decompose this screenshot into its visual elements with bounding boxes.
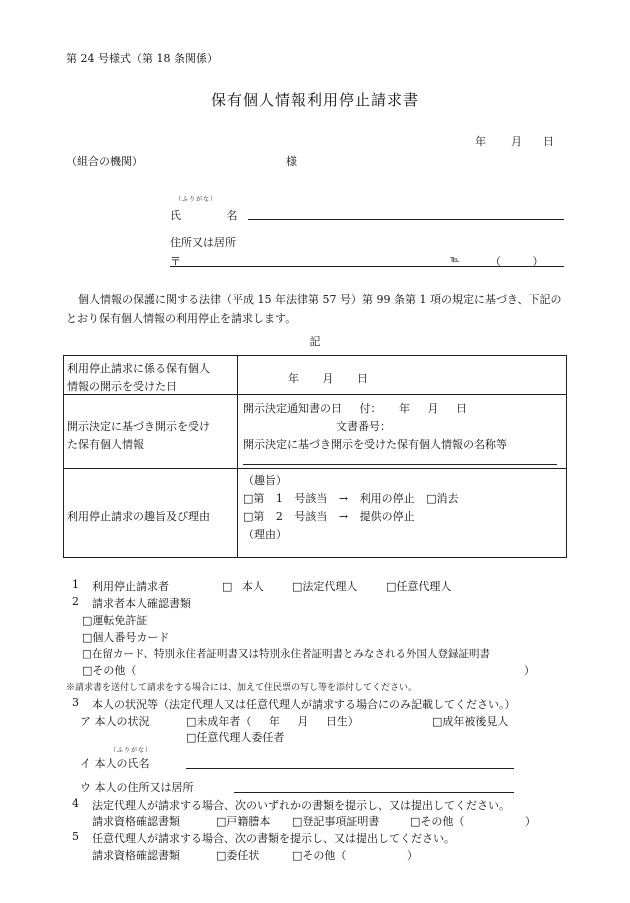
section4-registry-checkbox[interactable]: □登記事項証明書 xyxy=(292,815,380,828)
table-row-divider xyxy=(64,394,566,395)
row3-option-1[interactable]: □第 1 号該当 → 利用の停止 □消去 xyxy=(243,492,459,505)
section3-name-field[interactable] xyxy=(186,768,514,769)
section5-other-close: ） xyxy=(407,849,418,862)
section2-mynumber-checkbox[interactable]: □個人番号カード xyxy=(82,631,170,644)
form-number: 第 24 号様式（第 18 条関係） xyxy=(66,52,218,65)
name-field[interactable] xyxy=(248,219,564,220)
postal-mark: 〒 xyxy=(170,255,181,268)
row2-label-line1: 開示決定に基づき開示を受け xyxy=(67,420,210,433)
section4-other-close: ） xyxy=(525,815,536,828)
section4-docs-label: 請求資格確認書類 xyxy=(92,815,180,828)
date-month-label: 月 xyxy=(511,135,522,148)
section3-u-label: ウ 本人の住所又は居所 xyxy=(80,781,194,794)
org-label: （組合の機関） xyxy=(66,155,143,168)
section2-license-checkbox[interactable]: □運転免許証 xyxy=(82,614,148,627)
section4-label: 法定代理人が請求する場合、次のいずれかの書類を提示し、又は提出してください。 xyxy=(92,799,510,812)
section4-other-checkbox[interactable]: □その他（ xyxy=(410,815,465,828)
section1-number: 1 xyxy=(72,578,79,591)
row1-date[interactable]: 年 月 日 xyxy=(288,372,368,385)
row1-label-line1: 利用停止請求に係る保有個人 xyxy=(67,362,210,375)
section5-label: 任意代理人が請求する場合、次の書類を提示し、又は提出してください。 xyxy=(92,832,455,845)
section5-number: 5 xyxy=(72,830,79,843)
section3-address-field[interactable] xyxy=(234,792,514,793)
section1-voluntary-agent-checkbox[interactable]: □任意代理人 xyxy=(386,580,452,593)
section2-other-checkbox[interactable]: □その他（ xyxy=(82,664,137,677)
section4-number: 4 xyxy=(72,797,79,810)
row2-notice-date[interactable]: 開示決定通知書の日 付： 年 月 日 xyxy=(243,402,467,415)
page-title: 保有個人情報利用停止請求書 xyxy=(210,91,419,109)
section2-residence-card-checkbox[interactable]: □在留カード、特別永住者証明書又は特別永住者証明書とみなされる外国人登録証明書 xyxy=(82,648,490,660)
tel-label: ℡ xyxy=(450,255,460,265)
section1-self-checkbox[interactable]: □ 本人 xyxy=(222,580,264,593)
section3-ward-checkbox[interactable]: □成年被後見人 xyxy=(432,715,509,728)
row3-shushi: （趣旨） xyxy=(243,474,287,487)
section3-label: 本人の状況等（法定代理人又は任意代理人が請求する場合にのみ記載してください。） xyxy=(92,698,516,711)
row2-label-line2: た保有個人情報 xyxy=(67,438,144,451)
section3-i-label: イ 本人の氏名 xyxy=(80,757,150,770)
section2-label: 請求者本人確認書類 xyxy=(92,597,191,610)
row3-riyu: （理由） xyxy=(243,528,287,541)
address-label: 住所又は居所 xyxy=(170,236,236,249)
section4-koseki-checkbox[interactable]: □戸籍謄本 xyxy=(216,815,271,828)
intro-line-1: 個人情報の保護に関する法律（平成 15 年法律第 57 号）第 99 条第 1 項の規定に基づき、下記の xyxy=(78,293,562,306)
section1-legal-agent-checkbox[interactable]: □法定代理人 xyxy=(292,580,358,593)
row3-option-2[interactable]: □第 2 号該当 → 提供の停止 xyxy=(243,510,415,523)
row3-label: 利用停止請求の趣旨及び理由 xyxy=(67,510,210,523)
section3-principal-checkbox[interactable]: □任意代理人委任者 xyxy=(186,731,285,744)
section3-number: 3 xyxy=(72,696,79,709)
table-column-divider xyxy=(237,356,238,557)
row1-label-line2: 情報の開示を受けた日 xyxy=(67,380,177,393)
ki-label: 記 xyxy=(309,335,321,348)
section3-a-label: ア 本人の状況 xyxy=(80,715,150,728)
row2-info-field[interactable] xyxy=(243,464,557,465)
name-label: 氏 名 xyxy=(170,209,238,222)
section5-other-checkbox[interactable]: □その他（ xyxy=(292,849,347,862)
section5-docs-label: 請求資格確認書類 xyxy=(92,849,180,862)
date-day-label: 日 xyxy=(543,135,554,148)
intro-line-2: とおり保有個人情報の利用停止を請求します。 xyxy=(66,312,297,325)
row2-doc-number[interactable]: 文書番号： xyxy=(336,420,391,433)
section3-i-furigana: （ふりがな） xyxy=(110,747,153,754)
section1-label: 利用停止請求者 xyxy=(92,580,169,593)
section5-power-of-attorney-checkbox[interactable]: □委任状 xyxy=(216,849,260,862)
section2-note: ※請求書を送付して請求をする場合には、加えて住民票の写し等を添付してください。 xyxy=(66,683,418,693)
honorific: 様 xyxy=(286,155,297,168)
name-furigana: （ふりがな） xyxy=(175,196,218,203)
section2-other-close: ） xyxy=(524,664,535,677)
row2-info-name: 開示決定に基づき開示を受けた保有個人情報の名称等 xyxy=(243,438,507,451)
section3-minor-checkbox[interactable]: □未成年者（ 年 月 日生） xyxy=(186,715,359,728)
date-year-label: 年 xyxy=(475,135,486,148)
table-row-divider xyxy=(64,468,566,469)
tel-paren: （ ） xyxy=(490,255,544,268)
section2-number: 2 xyxy=(72,595,79,608)
